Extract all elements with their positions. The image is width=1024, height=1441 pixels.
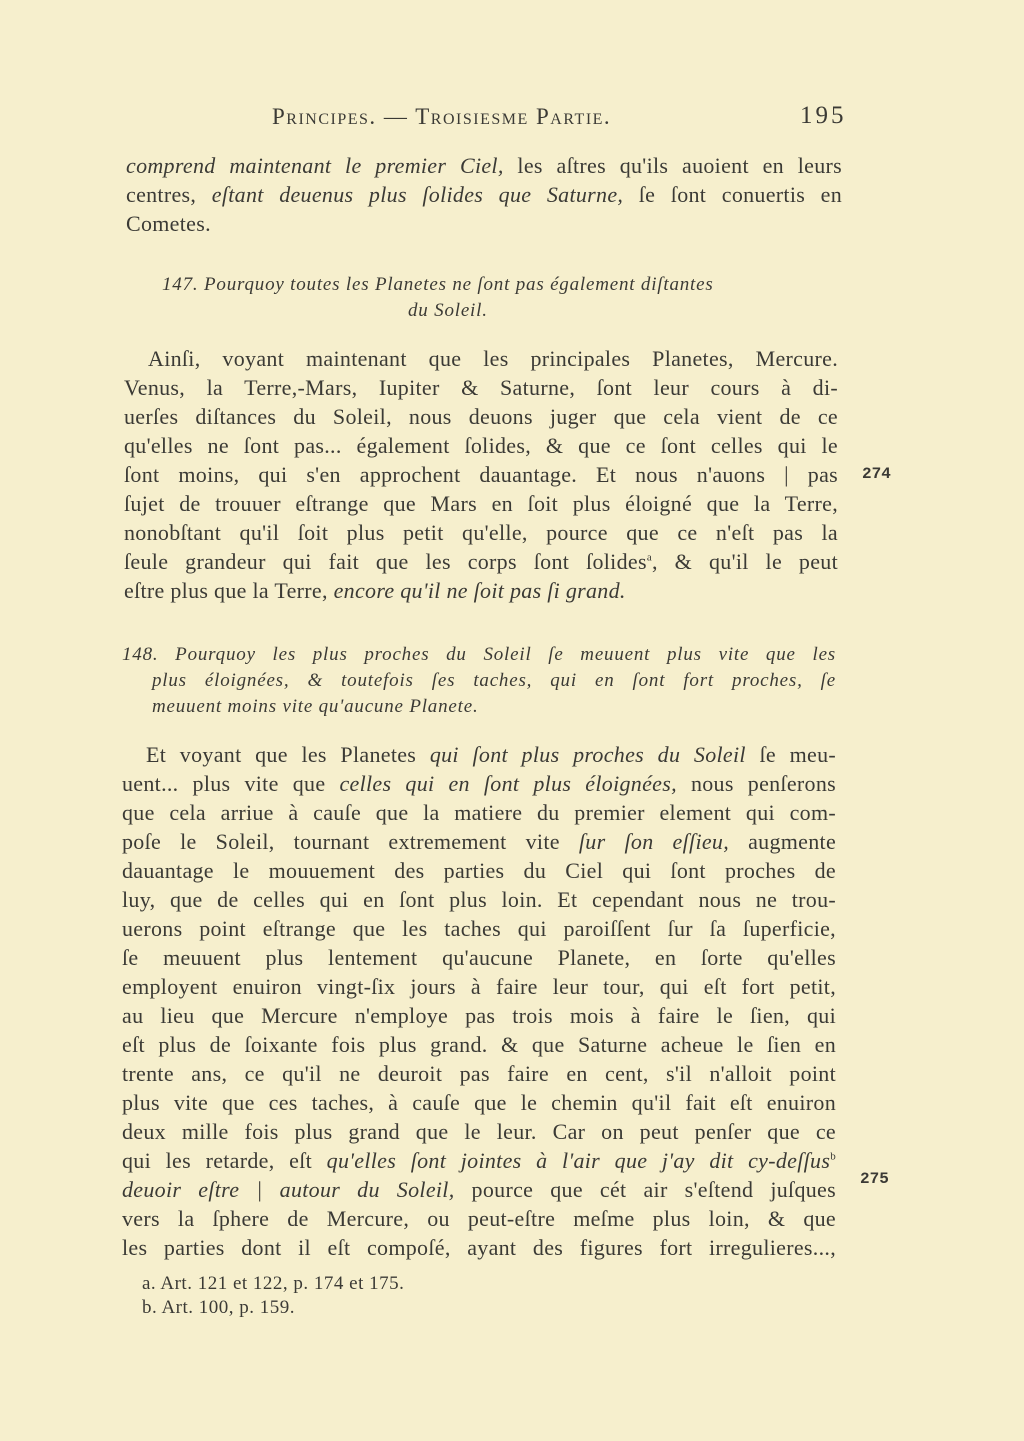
article-heading: plus éloignées, & toutefois ſes taches, qui en ſont fort proches, ſe	[152, 670, 836, 691]
text-line: dauantage le mouuement des parties du Ciel qui ſont proches de	[122, 858, 836, 883]
text-line: qu'elles ne ſont pas... également ſolides, & que ce ſont celles qui le	[124, 433, 838, 458]
text-line: ſe meuuent plus lentement qu'aucune Planete, en ſorte qu'elles	[122, 945, 836, 970]
text-line: employent enuiron vingt-ſix jours à faire leur tour, qui eſt fort petit,	[122, 974, 836, 999]
running-title: Principes. — Troisiesme Partie.	[272, 104, 612, 129]
article-heading: meuuent moins vite qu'aucune Planete.	[152, 696, 479, 717]
footnote: b. Art. 100, p. 159.	[142, 1297, 296, 1318]
text-line: centres, eſtant deuenus plus ſolides que Saturne, ſe ſont conuertis en	[126, 182, 843, 207]
text-line: plus vite que ces taches, à cauſe que le chemin qu'il fait eſt enuiron	[122, 1090, 836, 1115]
text-line: Cometes.	[126, 211, 211, 236]
text-line: ſeule grandeur qui fait que les corps ſont ſolides$^a$, & qu'il le peut	[124, 549, 839, 574]
text-line: nonobſtant qu'il ſoit plus petit qu'elle, pource que ce n'eſt pas la	[124, 520, 838, 545]
text-line: uerons point eſtrange que les taches qui paroiſſent ſur ſa ſuperficie,	[122, 916, 836, 941]
footnote: a. Art. 121 et 122, p. 174 et 175.	[142, 1273, 405, 1294]
article-heading: du Soleil.	[408, 300, 488, 321]
text-line: deuoir eſtre | autour du Soleil, pource que cét air s'eſtend juſques	[122, 1177, 836, 1202]
article-heading: 148. Pourquoy les plus proches du Soleil ſe meuuent plus vite que les	[122, 644, 836, 665]
text-line: Ainſi, voyant maintenant que les principales Planetes, Mercure.	[148, 346, 838, 371]
text-line: luy, que de celles qui en ſont plus loin. Et cependant nous ne trou-	[122, 887, 836, 912]
footnote-ref[interactable]: b	[830, 1150, 836, 1163]
text-line: au lieu que Mercure n'employe pas trois mois à faire le ſien, qui	[122, 1003, 836, 1028]
margin-note: 274	[862, 465, 891, 483]
text-line: vers la ſphere de Mercure, ou peut-eſtre meſme plus loin, & que	[122, 1206, 836, 1231]
text-line: Venus, la Terre,-Mars, Iupiter & Saturne, ſont leur cours à di-	[124, 375, 838, 400]
article-heading: 147. Pourquoy toutes les Planetes ne ſont pas également diſtantes	[162, 274, 714, 295]
page-number: 195	[800, 102, 847, 129]
text-line: les parties dont il eſt compoſé, ayant des figures fort irregulieres...,	[122, 1235, 836, 1260]
text-line: qui les retarde, eſt qu'elles ſont jointes à l'air que j'ay dit cy-deſſus$^b$	[122, 1148, 836, 1173]
text-line: eſtre plus que la Terre, encore qu'il ne ſoit pas ſi grand.	[124, 578, 626, 603]
text-line: eſt plus de ſoixante fois plus grand. & que Saturne acheue le ſien en	[122, 1032, 836, 1057]
text-line: uent... plus vite que celles qui en ſont plus éloignées, nous penſerons	[122, 771, 837, 796]
footnote-ref[interactable]: a	[646, 551, 652, 564]
text-line: poſe le Soleil, tournant extremement vite ſur ſon eſſieu, augmente	[122, 829, 837, 854]
text-line: que cela arriue à cauſe que la matiere du premier element qui com-	[122, 800, 836, 825]
text-line: Et voyant que les Planetes qui ſont plus proches du Soleil ſe meu-	[146, 742, 837, 767]
text-line: ſont moins, qui s'en approchent dauantage. Et nous n'auons | pas	[124, 462, 838, 487]
margin-note: 275	[860, 1170, 889, 1188]
text-line: trente ans, ce qu'il ne deuroit pas faire en cent, s'il n'alloit point	[122, 1061, 836, 1086]
running-header	[272, 104, 852, 130]
text-line: comprend maintenant le premier Ciel, les aſtres qu'ils auoient en leurs	[126, 153, 842, 178]
text-line: deux mille fois plus grand que le leur. Car on peut penſer que ce	[122, 1119, 836, 1144]
text-line: ſujet de trouuer eſtrange que Mars en ſoit plus éloigné que la Terre,	[124, 491, 838, 516]
text-line: uerſes diſtances du Soleil, nous deuons juger que cela vient de ce	[124, 404, 838, 429]
